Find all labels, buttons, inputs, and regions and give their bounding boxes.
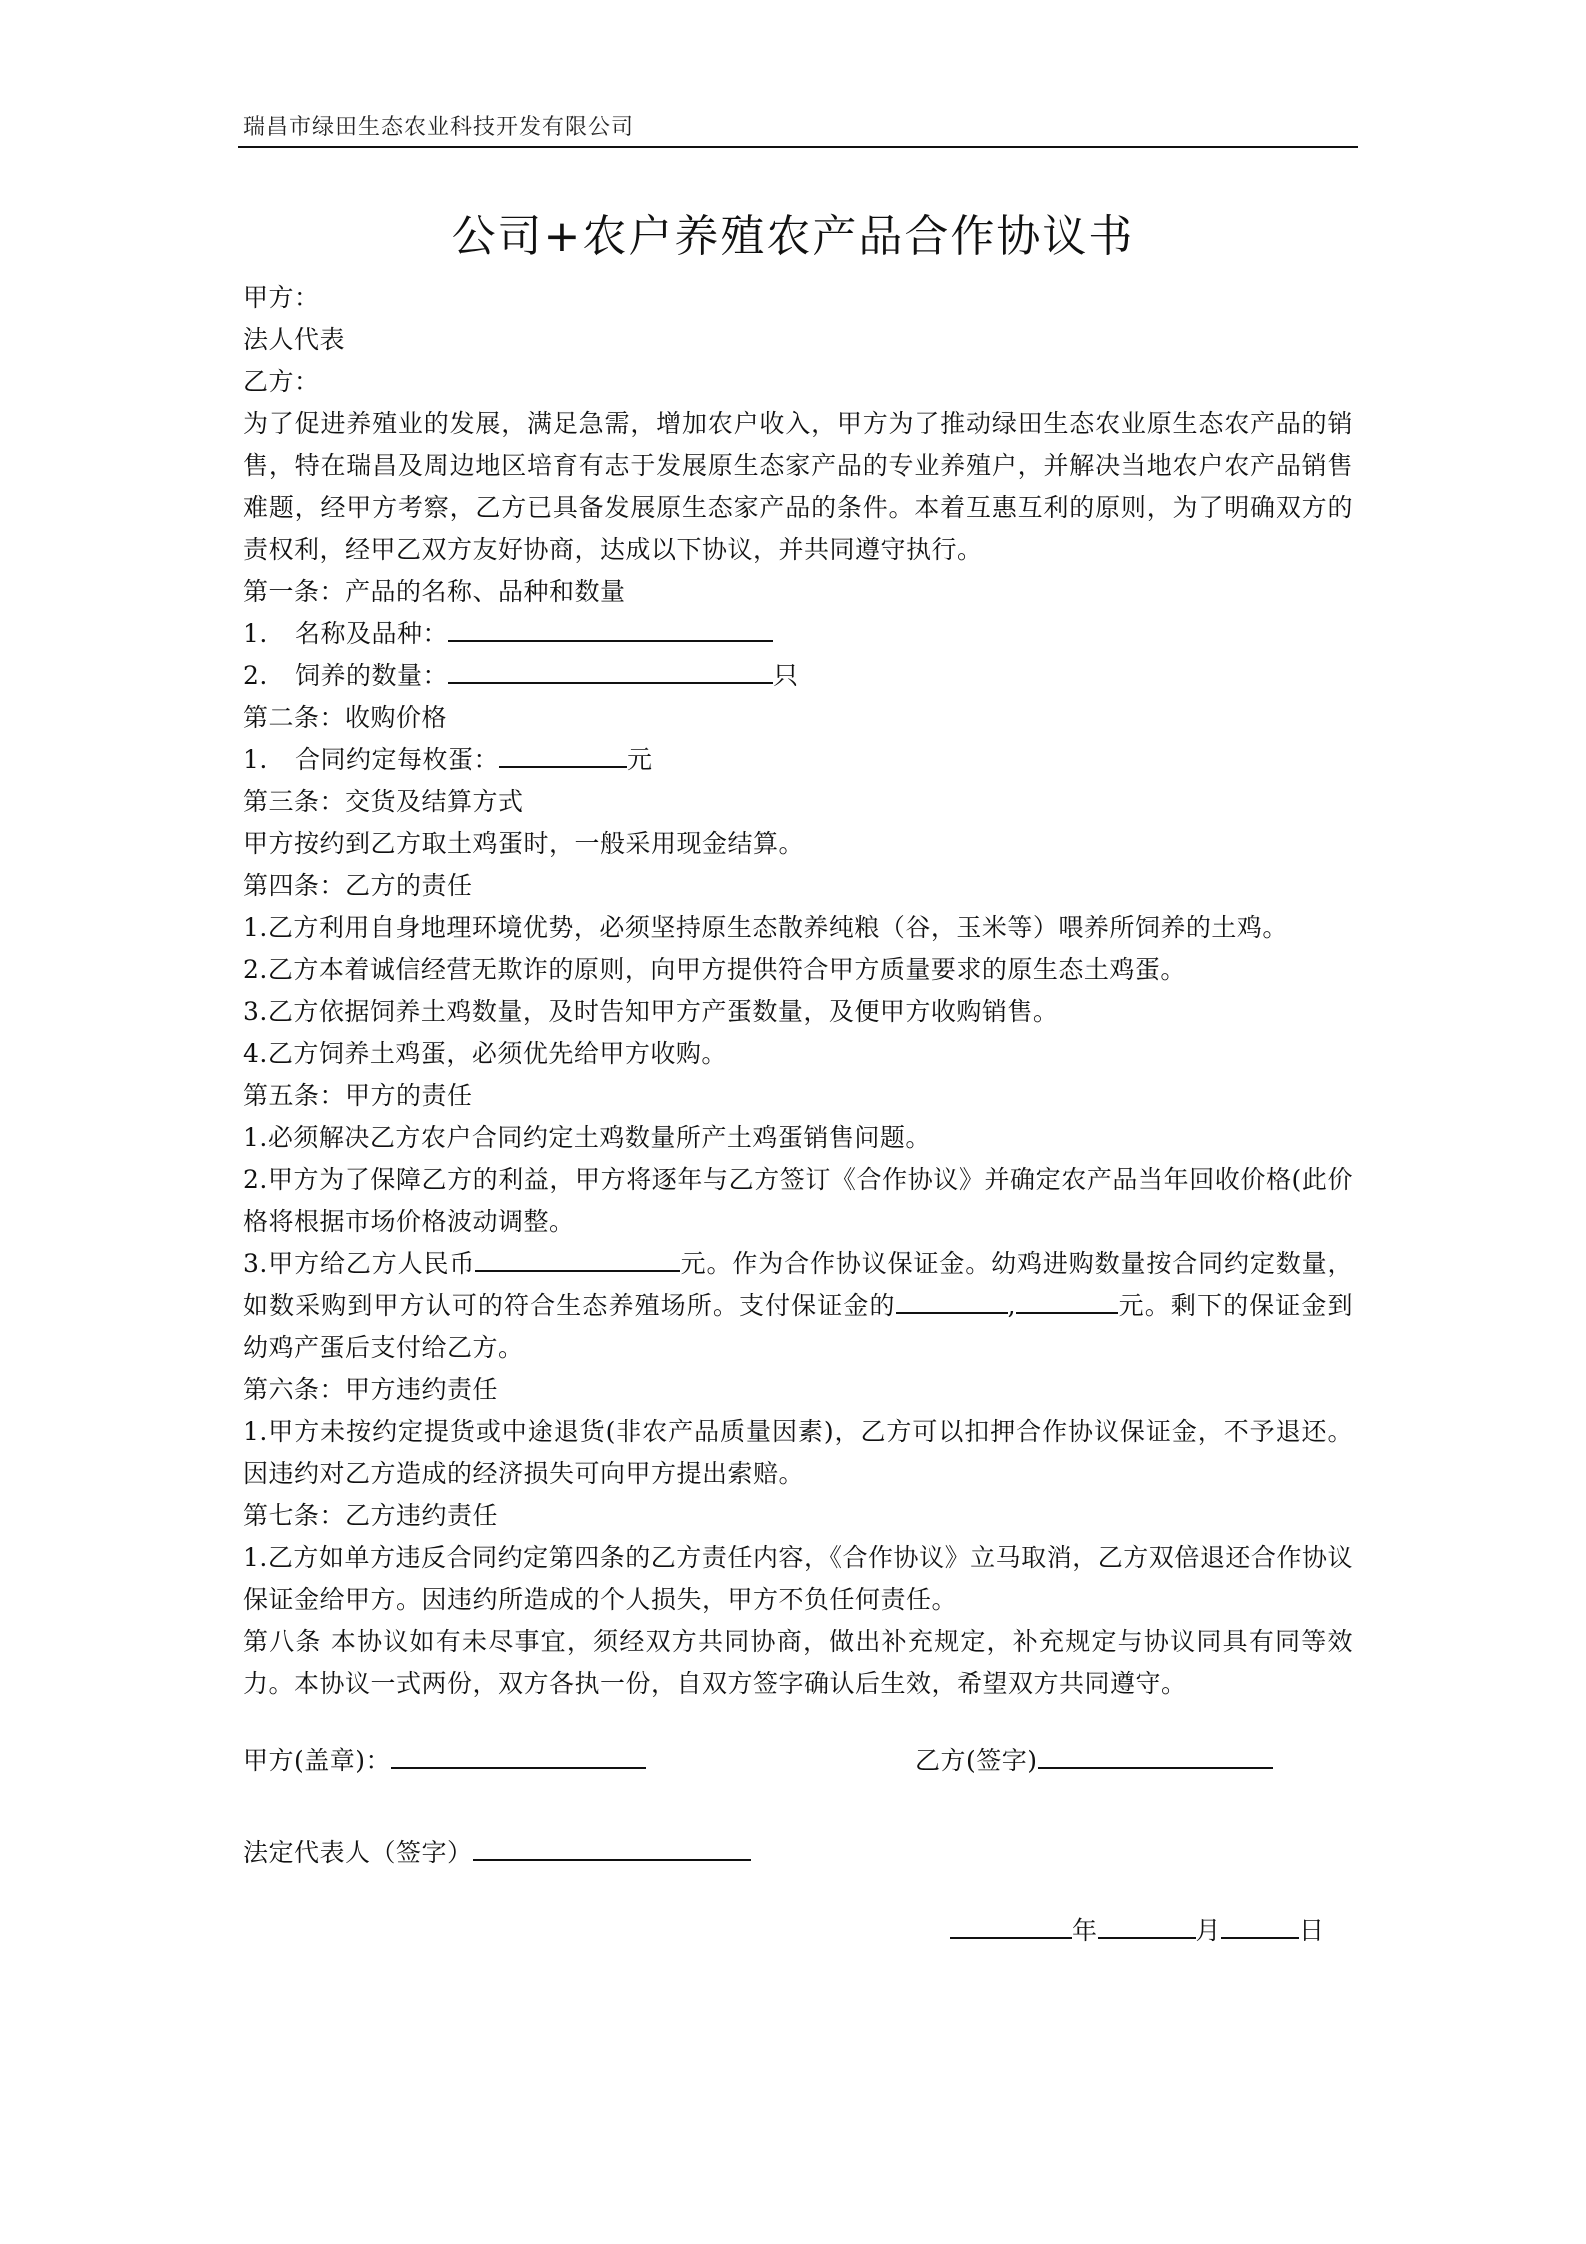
party-a-seal-blank[interactable] [391, 1743, 646, 1769]
item-number: 2. [243, 661, 268, 690]
month-blank[interactable] [1098, 1913, 1196, 1939]
item-text: , [1007, 1291, 1017, 1320]
day-label: 日 [1299, 1916, 1325, 1945]
item-label: 名称及品种： [295, 619, 449, 648]
document-body [243, 277, 1353, 1705]
signature-label: 法定代表人（签字） [243, 1838, 473, 1867]
payment-blank-2[interactable] [1016, 1288, 1118, 1314]
article-2-heading: 第二条：收购价格 [243, 703, 448, 732]
article-3-heading: 第三条：交货及结算方式 [243, 787, 524, 816]
item-text: 元。作为合作协议保证金。幼鸡进购数量按合同约定数量，如数采购到甲方认可的符合生态养殖场所。支付保证金的 [243, 1249, 1353, 1320]
article-6-heading: 第六条：甲方违约责任 [243, 1375, 499, 1404]
date-line [950, 1910, 1325, 1952]
article-3-text: 甲方按约到乙方取土鸡蛋时，一般采用现金结算。 [243, 829, 805, 858]
month-label: 月 [1195, 1916, 1222, 1945]
article-1-item-2 [243, 655, 1353, 697]
item-number: 1. [243, 745, 268, 774]
legal-rep-sign-line [243, 1832, 751, 1874]
day-blank[interactable] [1221, 1913, 1299, 1939]
article-7-text: 1.乙方如单方违反合同约定第四条的乙方责任内容，《合作协议》立马取消，乙方双倍退还合作协议保证金给甲方。因违约所造成的个人损失，甲方不负任何责任。 [243, 1543, 1353, 1614]
signature-label: 乙方(签字) [915, 1746, 1038, 1775]
article-4-item: 1.乙方利用自身地理环境优势，必须坚持原生态散养纯粮（谷，玉米等）喂养所饲养的土鸡。 [243, 913, 1288, 942]
preamble-paragraph: 为了促进养殖业的发展，满足急需，增加农户收入，甲方为了推动绿田生态农业原生态农产品的销售，特在瑞昌及周边地区培育有志于发展原生态家产品的专业养殖户，并解决当地农户农产品销售难题，经甲方考察，乙方已具备发展原生态家产品的条件。本着互惠互利的原则，为了明确双方的责权利，经甲乙双方友好协商，达成以下协议，并共同遵守执行。 [243, 409, 1353, 564]
unit-label: 元 [627, 745, 653, 774]
party-b-sign-line [915, 1740, 1273, 1782]
name-variety-blank[interactable] [448, 616, 773, 642]
article-1-heading: 第一条：产品的名称、品种和数量 [243, 577, 626, 606]
year-label: 年 [1072, 1916, 1098, 1945]
price-blank[interactable] [499, 742, 627, 768]
payment-blank-1[interactable] [896, 1288, 1008, 1314]
item-text: 元。剩下的保证金到幼鸡产蛋后支付给乙方。 [243, 1291, 1353, 1362]
article-5-item-1: 1.必须解决乙方农户合同约定土鸡数量所产土鸡蛋销售问题。 [243, 1123, 931, 1152]
item-label: 饲养的数量： [295, 661, 449, 690]
article-2-item-1 [243, 739, 1353, 781]
legal-rep-sign-blank[interactable] [473, 1835, 751, 1861]
header-divider [238, 146, 1358, 148]
item-text: 3.甲方给乙方人民币 [243, 1249, 476, 1278]
party-b-sign-blank[interactable] [1038, 1743, 1273, 1769]
article-8-text: 第八条 本协议如有未尽事宜，须经双方共同协商，做出补充规定，补充规定与协议同具有同等效力。本协议一式两份，双方各执一份，自双方签字确认后生效，希望双方共同遵守。 [243, 1627, 1353, 1698]
quantity-blank[interactable] [448, 658, 773, 684]
article-6-text: 1.甲方未按约定提货或中途退货(非农产品质量因素)，乙方可以扣押合作协议保证金，不予退还。因违约对乙方造成的经济损失可向甲方提出索赔。 [243, 1417, 1353, 1488]
item-label: 合同约定每枚蛋： [295, 745, 500, 774]
article-1-item-1 [243, 613, 1353, 655]
party-b-line: 乙方： [243, 367, 320, 396]
item-number: 1. [243, 619, 268, 648]
article-5-heading: 第五条：甲方的责任 [243, 1081, 473, 1110]
article-4-item: 4.乙方饲养土鸡蛋，必须优先给甲方收购。 [243, 1039, 727, 1068]
year-blank[interactable] [950, 1913, 1072, 1939]
article-4-heading: 第四条：乙方的责任 [243, 871, 473, 900]
document-title: 公司+农户养殖农产品合作协议书 [451, 211, 1135, 262]
party-a-seal-line [243, 1740, 646, 1782]
article-7-heading: 第七条：乙方违约责任 [243, 1501, 499, 1530]
article-4-item: 2.乙方本着诚信经营无欺诈的原则，向甲方提供符合甲方质量要求的原生态土鸡蛋。 [243, 955, 1186, 984]
article-5-item-2: 2.甲方为了保障乙方的利益，甲方将逐年与乙方签订《合作协议》并确定农产品当年回收价格(此价格将根据市场价格波动调整。 [243, 1165, 1353, 1236]
signature-label: 甲方(盖章)： [243, 1746, 392, 1775]
deposit-amount-blank[interactable] [475, 1246, 680, 1272]
article-4-item: 3.乙方依据饲养土鸡数量，及时告知甲方产蛋数量，及便甲方收购销售。 [243, 997, 1059, 1026]
legal-rep-line: 法人代表 [243, 325, 346, 354]
header-company-name: 瑞昌市绿田生态农业科技开发有限公司 [243, 115, 635, 140]
article-5-item-3 [243, 1243, 1353, 1369]
unit-label: 只 [773, 661, 799, 690]
party-a-line: 甲方： [243, 283, 320, 312]
